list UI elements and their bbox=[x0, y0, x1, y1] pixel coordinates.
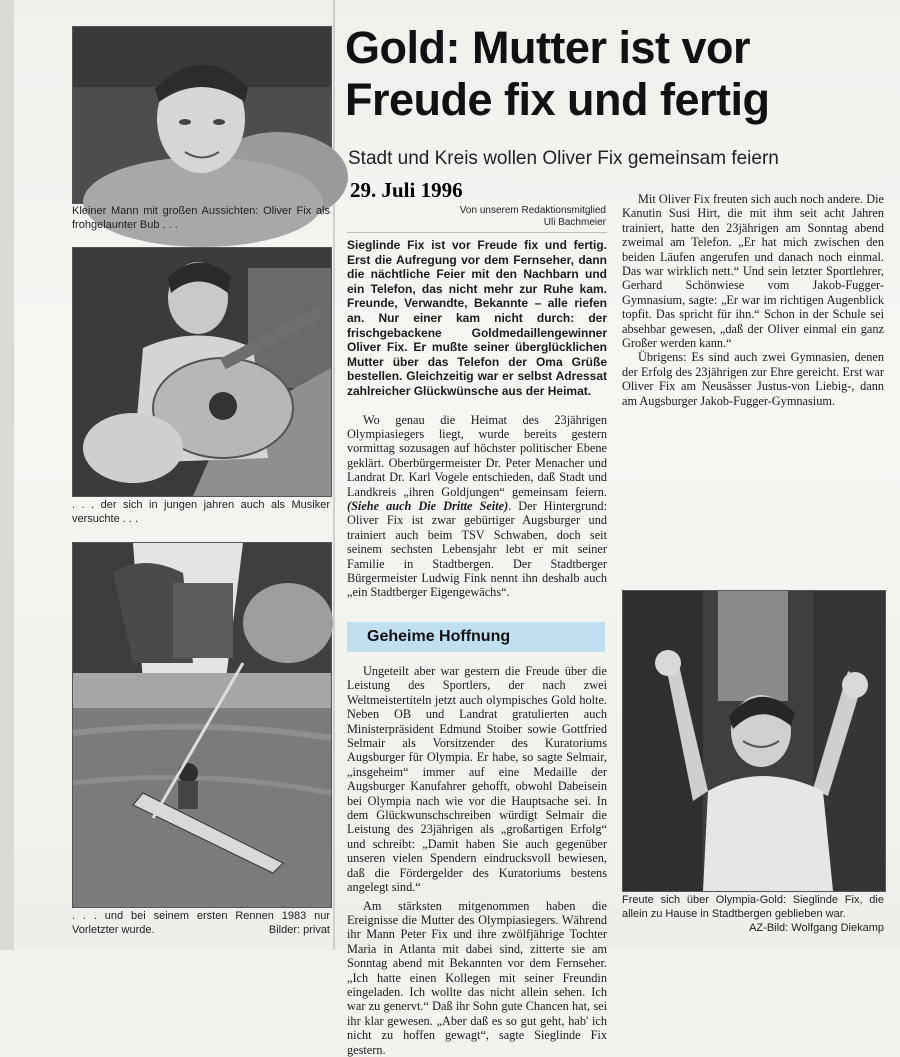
caption-photo4-credit: AZ-Bild: Wolfgang Diekamp bbox=[749, 922, 884, 934]
headline-line1: Gold: Mutter ist vor bbox=[345, 22, 750, 73]
caption-photo4 bbox=[622, 893, 884, 935]
caption-photo3-text: . . . und bei seinem ersten Rennen 1983 nur Vorletzter wurde. bbox=[72, 910, 330, 936]
byline-author: Uli Bachmeier bbox=[543, 217, 606, 228]
headline-line2: Freude fix und fertig bbox=[345, 74, 770, 125]
para2-cross-reference: (Siehe auch Die Dritte Seite) bbox=[347, 498, 509, 513]
article-paragraph-3: Ungeteilt aber war gestern die Freude über die Leistung des Sportlers, der nach zwei Weltmeistertiteln jetzt auch olympisches Gold holte. Neben OB und Landrat gratulierten auch Ministerpräsident Edmund Stoiber sowie Gottfried Selmair als Vorsitzender des Kuratoriums Augsburger für Olympia. Er habe, so sagte Selmair, „insgeheim“ immer auf eine Medaille der Augsburger Kanufahrer gehofft, obwohl Dabeisein bei Olympia nach wie vor die Hauptsache sei. In dem Glückwunschschreiben würdigt Selmair die Leistung des 23jährigen als „großartigen Erfolg“ und schreibt: „Damit haben Sie auch gegenüber unseren vielen Spendern eindrucksvoll bewiesen, daß die Fördergelder des Kuratoriums bestens angelegt sind.“ bbox=[347, 664, 607, 895]
byline-rule bbox=[347, 232, 607, 233]
caption-photo3-credit: Bilder: privat bbox=[268, 924, 330, 936]
caption-photo1: Kleiner Mann mit großen Aussichten: Oliver Fix als frohgelaunter Bub . . . bbox=[72, 205, 330, 231]
para2-text-a: Wo genau die Heimat des 23jährigen Olympiasiegers liegt, wurde bereits gestern vormittag sozusagen auf höchster politischer Ebene geklärt. Oberbürgermeister Dr. Peter Menacher und Landrat Dr. Karl Vogele entschieden, daß Stadt und Landkreis „ihren Goldjungen“ gemeinsam feiern. bbox=[347, 412, 607, 499]
article-paragraph-5: Mit Oliver Fix freuten sich auch noch andere. Die Kanutin Susi Hirt, die mit ihm seit acht Jahren trainiert, hatte den 23jährigen am Sonntag abend zweimal am Telefon. „Er hat mich zwischen den beiden Läufen angerufen und danach noch einmal. Das war wirklich nett.“ Und sein letzter Sportlehrer, Gerhard Schönwiese vom Jakob-Fugger-Gymnasium, sagte: „Er war im richtigen Augenblick topfit. Das spricht für ihn.“ Schon in der Schule sei absehbar gewesen, „daß der Oliver einmal ein ganz Großer werden kann.“ bbox=[622, 192, 884, 351]
page-edge bbox=[0, 0, 14, 950]
photo-boy-guitar bbox=[72, 247, 332, 497]
article-column-1 bbox=[347, 238, 607, 618]
article-paragraph-6: Übrigens: Es sind auch zwei Gymnasien, denen der Erfolg des 23jährigen zur Ehre gereicht. Erst war Oliver Fix am Neusässer Justus-von Liebig-, dann am Augsburger Jakob-Fugger-Gymnasium. bbox=[622, 350, 884, 408]
photo-boy-portrait bbox=[72, 26, 332, 204]
para2-text-b: . Der Hintergrund: Oliver Fix ist zwar gebürtiger Augsburger und trainiert auch beim TSV Schwaben, doch seit seinem sechsten Lebensjahr lebt er mit seiner Familie in Stadtbergen. Der Stadtberger Bürgermeister Ludwig Fink nennt ihn deshalb auch „ein Stadtberger Eigengewächs“. bbox=[347, 498, 607, 600]
article-paragraph-4: Am stärksten mitgenommen haben die Ereignisse die Mutter des Olympiasiegers. Während ihr Mann Peter Fix und ihre zwölfjährige Tochter Maria in Atlanta mit dabei sind, zitterte sie am Sonntag abend mit Bekannten vor dem Fernseher. „Ich hatte einen Kollegen mit seiner Freundin eingeladen. Ich wollte das nicht allein sehen. Ich war zu genervt.“ Daß ihr Sohn gute Chancen hat, sei ihr klar gewesen. „Aber daß es so gut geht, hab' ich nicht zu hoffen gewagt“, sagte Sieglinde Fix gestern. bbox=[347, 898, 607, 1057]
article-lead: Sieglinde Fix ist vor Freude fix und fertig. Erst die Aufregung vor dem Fernseher, dann die nächtliche Feier mit den Nachbarn und ein Telefon, das nicht mehr zur Ruhe kam. Freunde, Verwandte, Bekannte – alle riefen an. Nur einer kam nicht durch: der frischgebackene Goldmedaillengewinner Oliver Fix. Er mußte seiner überglücklichen Mutter über das Telefon der Oma Grüße bestellen. Gleichzeitig war er selbst Adressat zahlreicher Glückwünsche aus der Heimat. bbox=[347, 238, 607, 398]
caption-photo2: . . . der sich in jungen jahren auch als Musiker versuchte . . . bbox=[72, 499, 330, 525]
article-column-2 bbox=[622, 192, 884, 578]
caption-photo3 bbox=[72, 909, 330, 937]
photo-mother-cheering bbox=[622, 590, 886, 892]
article-subhead: Stadt und Kreis wollen Oliver Fix gemeinsam feiern bbox=[348, 148, 779, 169]
article-headline bbox=[345, 22, 885, 126]
caption-photo4-text: Freute sich über Olympia-Gold: Sieglinde Fix, die allein zu Hause in Stadtbergen geblieben war. bbox=[622, 894, 884, 920]
article-paragraph-2 bbox=[347, 413, 607, 600]
article-byline bbox=[420, 205, 606, 229]
column-fold bbox=[333, 0, 335, 950]
byline-line1: Von unserem Redaktionsmitglied bbox=[459, 205, 606, 216]
handwritten-date: 29. Juli 1996 bbox=[350, 178, 463, 202]
photo-canoe-race bbox=[72, 542, 332, 908]
section-subtitle: Geheime Hoffnung bbox=[347, 622, 605, 652]
article-column-1-lower bbox=[347, 664, 607, 1057]
